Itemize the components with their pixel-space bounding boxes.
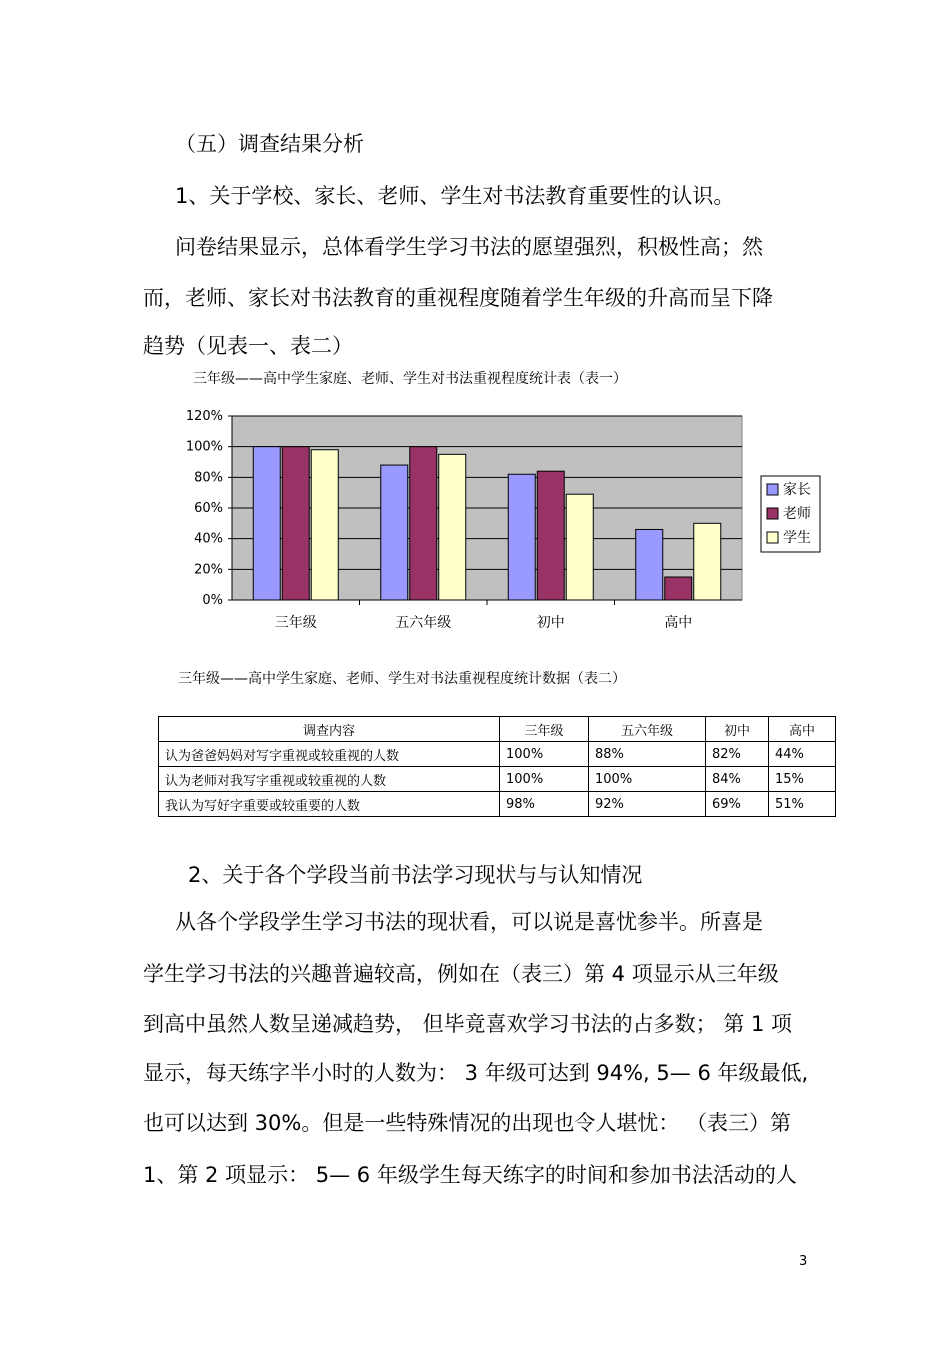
paragraph-2-line-5: 也可以达到 30%。但是一些特殊情况的出现也令人堪忧： （表三）第 [143,1111,792,1135]
y-tick-label: 60% [194,501,223,516]
bar-老师 [537,471,564,600]
table-cell: 我认为写好字重要或较重要的人数 [159,792,500,817]
legend-label: 家长 [783,482,811,498]
y-tick-label: 20% [194,562,223,578]
legend-swatch [767,508,778,519]
x-tick-label: 高中 [664,615,693,631]
table-header-row [159,717,836,742]
bar-chart [160,400,840,640]
table-header-cell: 初中 [706,717,769,742]
table-header-cell: 五六年级 [589,717,706,742]
table-cell: 100% [500,742,589,767]
paragraph-2-line-4: 显示，每天练字半小时的人数为： 3 年级可达到 94%, 5— 6 年级最低, [143,1061,809,1085]
table-row [159,742,836,767]
subsection-1-heading: 1、关于学校、家长、老师、学生对书法教育重要性的认识。 [175,184,735,208]
table-cell: 100% [500,767,589,792]
section-heading: （五）调查结果分析 [175,132,364,156]
paragraph-1-line-1: 问卷结果显示，总体看学生学习书法的愿望强烈，积极性高；然 [175,235,763,259]
bar-家长 [636,529,663,600]
table-row [159,767,836,792]
bar-老师 [410,447,437,600]
subsection-2-heading: 2、关于各个学段当前书法学习现状与与认知情况 [188,863,643,887]
y-tick-label: 80% [194,470,223,486]
table-cell: 认为老师对我写字重视或较重视的人数 [159,767,500,792]
y-tick-label: 120% [185,409,223,424]
paragraph-1-line-3: 趋势（见表一、表二） [143,334,353,358]
paragraph-2-line-6: 1、第 2 项显示： 5— 6 年级学生每天练字的时间和参加书法活动的人 [143,1163,797,1187]
y-tick-label: 0% [202,593,223,608]
bar-家长 [381,465,408,600]
bar-学生 [439,454,466,600]
table-header-cell: 高中 [769,717,836,742]
table-cell: 100% [589,767,706,792]
paragraph-2-line-2: 学生学习书法的兴趣普遍较高，例如在（表三）第 4 项显示从三年级 [143,962,779,986]
bar-学生 [311,450,338,600]
table-cell: 82% [706,742,769,767]
x-tick-label: 初中 [536,615,565,631]
bar-老师 [282,447,309,600]
bar-老师 [665,577,692,600]
x-tick-label: 三年级 [274,615,317,631]
chart-caption: 三年级——高中学生家庭、老师、学生对书法重视程度统计表（表一） [193,371,627,387]
x-tick-label: 五六年级 [395,615,452,631]
legend-label: 老师 [783,506,811,522]
table-cell: 51% [769,792,836,817]
table-cell: 44% [769,742,836,767]
legend-swatch [767,532,778,543]
bar-家长 [253,447,280,600]
table-cell: 98% [500,792,589,817]
table-cell: 认为爸爸妈妈对写字重视或较重视的人数 [159,742,500,767]
bar-家长 [508,474,535,600]
paragraph-2-line-3: 到高中虽然人数呈递减趋势， 但毕竟喜欢学习书法的占多数； 第 1 项 [143,1012,793,1036]
table-header-cell: 三年级 [500,717,589,742]
table-row [159,792,836,817]
table-cell: 84% [706,767,769,792]
legend-label: 学生 [783,530,811,546]
table-cell: 88% [589,742,706,767]
legend-swatch [767,484,778,495]
data-table [158,716,836,817]
paragraph-1-line-2: 而，老师、家长对书法教育的重视程度随着学生年级的升高而呈下降 [143,286,773,310]
table-cell: 15% [769,767,836,792]
y-tick-label: 100% [185,439,223,455]
table-cell: 69% [706,792,769,817]
table-caption: 三年级——高中学生家庭、老师、学生对书法重视程度统计数据（表二） [178,671,626,687]
y-tick-label: 40% [194,531,223,547]
bar-学生 [694,523,721,600]
paragraph-2-line-1: 从各个学段学生学习书法的现状看，可以说是喜忧参半。所喜是 [175,910,763,934]
table-cell: 92% [589,792,706,817]
bar-学生 [566,494,593,600]
table-header-cell: 调查内容 [159,717,500,742]
page-number: 3 [799,1254,808,1269]
